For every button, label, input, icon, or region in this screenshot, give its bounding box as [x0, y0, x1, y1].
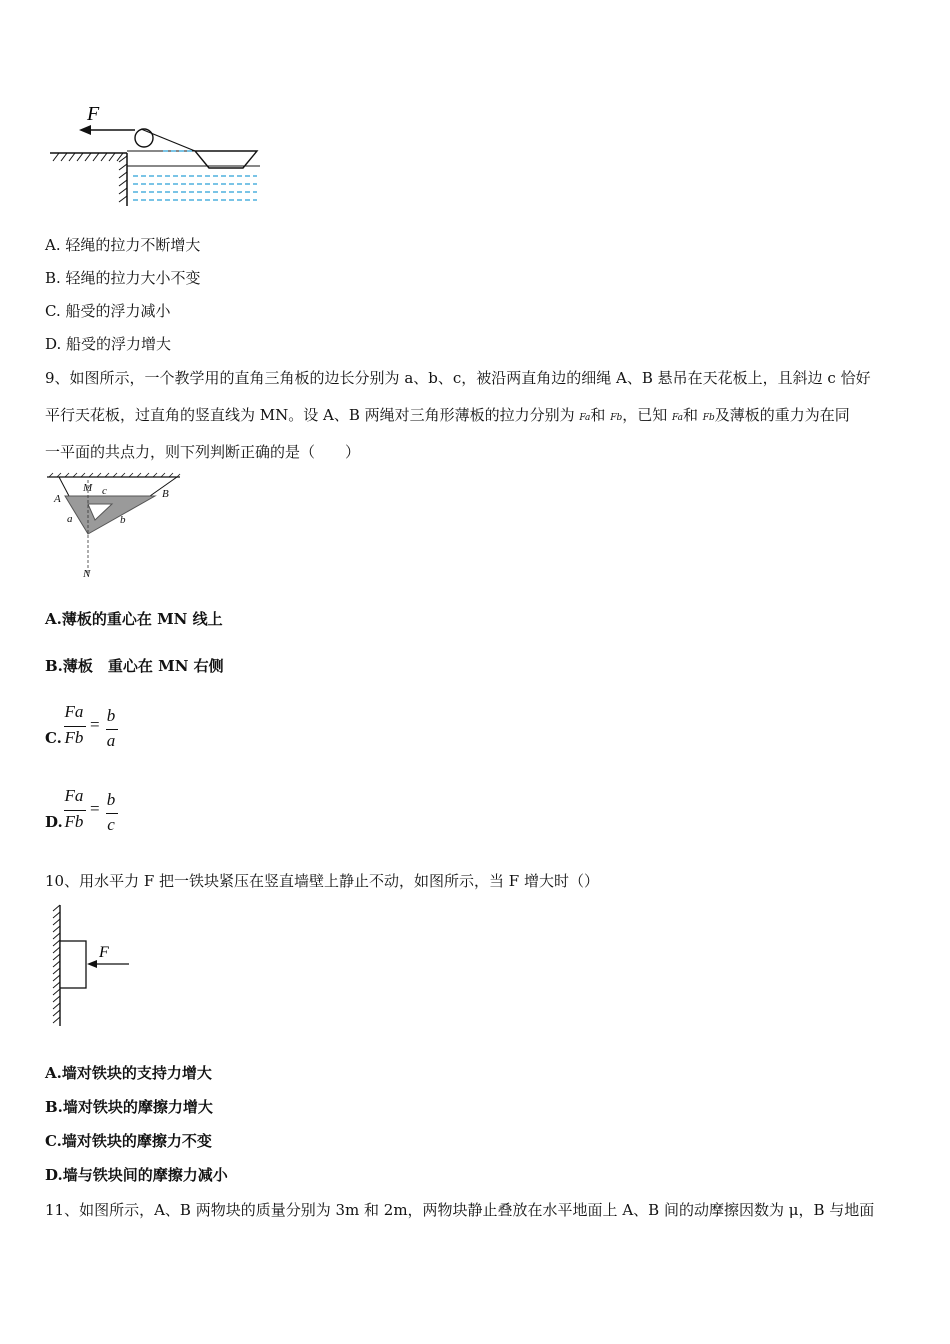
- label-a: a: [67, 513, 73, 525]
- q9-stem-part4: 和: [683, 406, 703, 424]
- q8-option-b: B. 轻绳的拉力大小不变: [45, 269, 201, 287]
- c-rhs-num: b: [106, 706, 116, 725]
- label-A: A: [54, 493, 61, 505]
- q10-option-c: C.墙对铁块的摩擦力不变: [45, 1132, 212, 1150]
- sub-Fa: Fa: [579, 413, 591, 423]
- label-M: M: [83, 482, 93, 494]
- triangle-plate-figure: [45, 472, 185, 582]
- q9-stem-part1: 平行天花板，过直角的竖直线为 MN。设 A、B 两绳对三角形薄板的拉力分别为: [45, 406, 580, 424]
- q8-option-d: D. 船受的浮力增大: [45, 335, 172, 353]
- q11-stem: 11、如图所示，A、B 两物块的质量分别为 3m 和 2m，两物块静止叠放在水平地面上 A、B 间的动摩擦因数为 μ，B 与地面: [45, 1201, 875, 1219]
- q9-stem-line2: [45, 405, 850, 428]
- wall-block-figure: [45, 902, 145, 1030]
- q9-option-a: A.薄板的重心在 MN 线上: [45, 610, 223, 628]
- pulley-boat-figure: [45, 98, 270, 210]
- q9-stem-line3: 一平面的共点力，则下列判断正确的是（ ）: [45, 443, 361, 461]
- force-label-F: F: [87, 103, 100, 125]
- q9-option-d-formula: Fa Fb = b c: [62, 786, 132, 840]
- q9-option-b: B.薄板 重心在 MN 右侧: [45, 657, 224, 675]
- q8-option-a: A. 轻绳的拉力不断增大: [45, 236, 201, 254]
- c-rhs-den: a: [106, 731, 116, 750]
- d-lhs-den: Fb: [64, 812, 84, 831]
- q9-option-d-label: D.: [45, 813, 63, 831]
- d-rhs-den: c: [107, 815, 115, 834]
- c-lhs-den: Fb: [64, 728, 84, 747]
- d-rhs-num: b: [106, 790, 116, 809]
- sub-Fb: Fb: [610, 413, 623, 423]
- force-label-F-2: F: [99, 944, 109, 961]
- sub-Fb-2: Fb: [702, 413, 715, 423]
- label-B: B: [162, 488, 169, 500]
- q10-option-a: A.墙对铁块的支持力增大: [45, 1064, 212, 1082]
- label-N: N: [83, 568, 91, 580]
- q10-stem: 10、用水平力 F 把一铁块紧压在竖直墙壁上静止不动，如图所示，当 F 增大时（）: [45, 872, 599, 890]
- q9-option-c-label: C.: [45, 729, 62, 747]
- q9-stem-part2: 和: [590, 406, 611, 424]
- q9-stem-part3: ，已知: [622, 406, 672, 424]
- q8-option-c: C. 船受的浮力减小: [45, 302, 171, 320]
- sub-Fa-2: Fa: [672, 413, 683, 423]
- q10-option-b: B.墙对铁块的摩擦力增大: [45, 1098, 213, 1116]
- d-lhs-num: Fa: [64, 786, 84, 805]
- c-lhs-num: Fa: [64, 702, 84, 721]
- label-c: c: [102, 485, 107, 497]
- q9-option-c-formula: Fa Fb = b a: [62, 702, 132, 756]
- q9-stem-part5: 及薄板的重力为在同: [714, 406, 850, 424]
- q10-option-d: D.墙与铁块间的摩擦力减小: [45, 1166, 228, 1184]
- q9-stem-line1: 9、如图所示，一个教学用的直角三角板的边长分别为 a、b、c，被沿两直角边的细绳 A、B 悬吊在天花板上，且斜边 c 恰好: [45, 369, 871, 387]
- label-b: b: [120, 514, 126, 526]
